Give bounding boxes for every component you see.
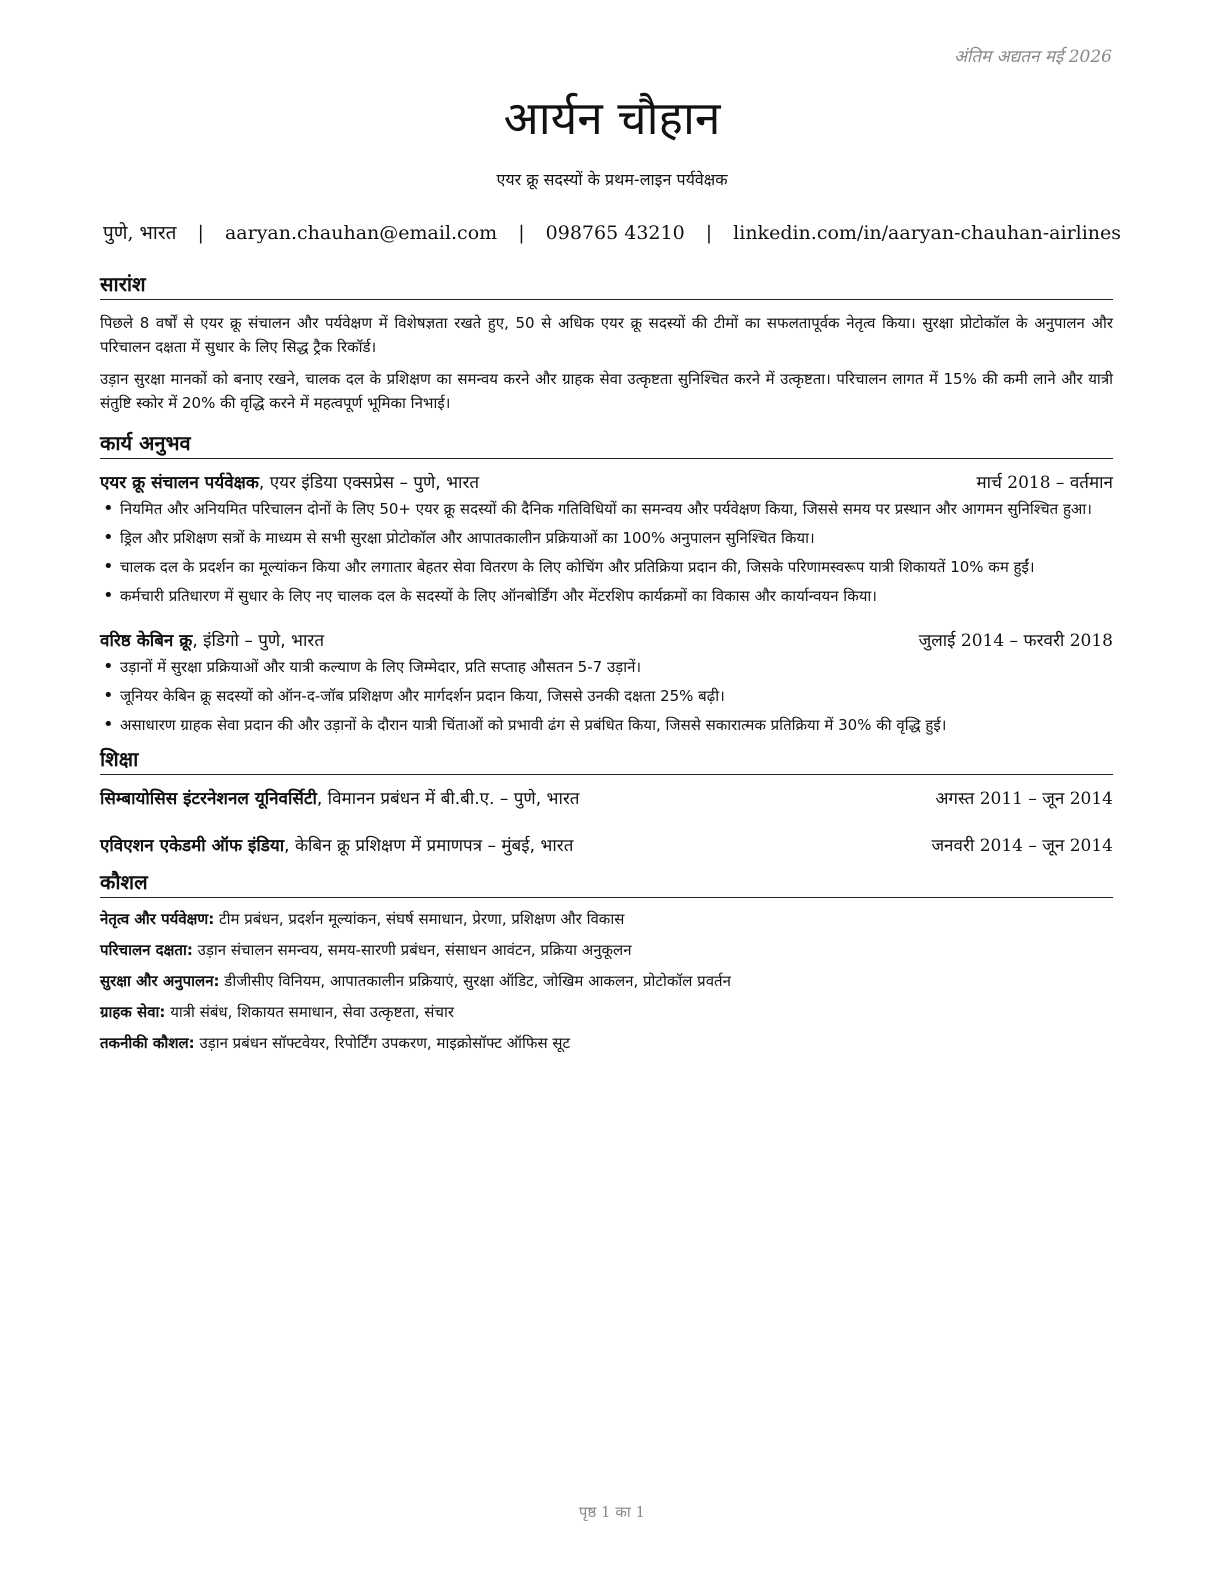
- contact-line: [0, 219, 1224, 245]
- contact-separator: |: [705, 222, 713, 244]
- job-bullet: • जूनियर केबिन क्रू सदस्यों को ऑन-द-जॉब प्रशिक्षण और मार्गदर्शन प्रदान किया, जिससे उनकी दक्षता 25% बढ़ी।: [120, 684, 1113, 708]
- summary-paragraph: उड़ान सुरक्षा मानकों को बनाए रखने, चालक दल के प्रशिक्षण का समन्वय करने और ग्राहक सेवा उत्कृष्टता सुनिश्चित करने में उत्कृष्टता। परिचालन लागत में 15% की कमी लाने और यात्री संतुष्टि स्कोर में 20% की वृद्धि करने में महत्वपूर्ण भूमिका निभाई।: [100, 370, 1113, 412]
- contact-email[interactable]: aaryan.chauhan@email.com: [224, 222, 498, 244]
- job-bullets: [100, 655, 1113, 737]
- skill-row: [100, 940, 1113, 960]
- job-bullet: • ड्रिल और प्रशिक्षण सत्रों के माध्यम से सभी सुरक्षा प्रोटोकॉल और आपातकालीन प्रक्रियाओं का 100% अनुपालन सुनिश्चित किया।: [120, 526, 1113, 550]
- skill-row: [100, 971, 1113, 991]
- summary-heading: सारांश: [100, 270, 1113, 300]
- skill-label: तकनीकी कौशल:: [100, 1034, 195, 1052]
- skill-row: [100, 1033, 1113, 1053]
- resume-body: [100, 270, 1113, 1064]
- contact-separator: |: [197, 222, 204, 244]
- job-org: , एयर इंडिया एक्सप्रेस – पुणे, भारत: [258, 473, 480, 493]
- job-org: , इंडिगो – पुणे, भारत: [192, 631, 325, 651]
- skill-row: [100, 909, 1113, 929]
- contact-separator: |: [518, 222, 525, 244]
- skill-row: [100, 1002, 1113, 1022]
- job-title-line: [100, 628, 324, 651]
- job-entry: [100, 628, 1113, 737]
- education-dates: अगस्त 2011 – जून 2014: [935, 789, 1113, 809]
- skill-label: ग्राहक सेवा:: [100, 1003, 166, 1021]
- job-dates: मार्च 2018 – वर्तमान: [976, 473, 1113, 493]
- education-dates: जनवरी 2014 – जून 2014: [931, 836, 1113, 856]
- last-updated: अंतिम अद्यतन मई 2026: [953, 47, 1112, 67]
- page-number: पृष्ठ 1 का 1: [578, 1503, 646, 1521]
- job-bullet: • नियमित और अनियमित परिचालन दोनों के लिए 50+ एयर क्रू सदस्यों की दैनिक गतिविधियों का समन्वय और पर्यवेक्षण किया, जिससे समय पर प्रस्थान और आगमन सुनिश्चित हुआ।: [120, 497, 1113, 521]
- education-detail: , केबिन क्रू प्रशिक्षण में प्रमाणपत्र – मुंबई, भारत: [284, 836, 574, 856]
- job-bullet: • चालक दल के प्रदर्शन का मूल्यांकन किया और लगातार बेहतर सेवा वितरण के लिए कोचिंग और प्रतिक्रिया प्रदान की, जिसके परिणामस्वरूप यात्री शिकायतें 10% कम हुईं।: [120, 555, 1113, 579]
- skills-heading: कौशल: [100, 868, 1113, 898]
- tagline: एयर क्रू सदस्यों के प्रथम-लाइन पर्यवेक्षक: [496, 170, 728, 189]
- contact-linkedin[interactable]: linkedin.com/in/aaryan-chauhan-airlines: [733, 222, 1122, 244]
- skill-value: उड़ान संचालन समन्वय, समय-सारणी प्रबंधन, संसाधन आवंटन, प्रक्रिया अनुकूलन: [192, 941, 632, 959]
- education-school: एविएशन एकेडमी ऑफ इंडिया: [100, 836, 285, 856]
- job-bullets: [100, 497, 1113, 608]
- job-role: एयर क्रू संचालन पर्यवेक्षक: [100, 473, 259, 493]
- skill-label: सुरक्षा और अनुपालन:: [100, 972, 220, 990]
- education-line: [100, 833, 573, 856]
- education-entry: [100, 833, 1113, 856]
- skill-value: उड़ान प्रबंधन सॉफ्टवेयर, रिपोर्टिंग उपकरण, माइक्रोसॉफ्ट ऑफिस सूट: [194, 1034, 571, 1052]
- contact-location: पुणे, भारत: [102, 222, 177, 244]
- job-title-line: [100, 470, 479, 493]
- skills-list: [100, 909, 1113, 1053]
- candidate-name: आर्यन चौहान: [503, 91, 721, 145]
- job-header: [100, 628, 1113, 651]
- skill-label: परिचालन दक्षता:: [100, 941, 193, 959]
- education-detail: , विमानन प्रबंधन में बी.बी.ए. – पुणे, भारत: [316, 789, 580, 809]
- experience-heading: कार्य अनुभव: [100, 429, 1113, 459]
- job-header: [100, 470, 1113, 493]
- job-role: वरिष्ठ केबिन क्रू: [100, 631, 193, 651]
- skill-value: डीजीसीए विनियम, आपातकालीन प्रक्रियाएं, सुरक्षा ऑडिट, जोखिम आकलन, प्रोटोकॉल प्रवर्तन: [219, 972, 731, 990]
- education-line: [100, 786, 580, 809]
- skill-value: टीम प्रबंधन, प्रदर्शन मूल्यांकन, संघर्ष समाधान, प्रेरणा, प्रशिक्षण और विकास: [214, 910, 625, 928]
- job-bullet: • उड़ानों में सुरक्षा प्रक्रियाओं और यात्री कल्याण के लिए जिम्मेदार, प्रति सप्ताह औसतन 5-7 उड़ानें।: [120, 655, 1113, 679]
- job-entry: [100, 470, 1113, 608]
- education-school: सिम्बायोसिस इंटरनेशनल यूनिवर्सिटी: [100, 789, 317, 809]
- job-dates: जुलाई 2014 – फरवरी 2018: [918, 631, 1113, 651]
- skill-label: नेतृत्व और पर्यवेक्षण:: [100, 910, 215, 928]
- skill-value: यात्री संबंध, शिकायत समाधान, सेवा उत्कृष्टता, संचार: [165, 1003, 454, 1021]
- education-entry: [100, 786, 1113, 809]
- job-bullet: • असाधारण ग्राहक सेवा प्रदान की और उड़ानों के दौरान यात्री चिंताओं को प्रभावी ढंग से प्रबंधित किया, जिससे सकारात्मक प्रतिक्रिया में 30% की वृद्धि हुई।: [120, 713, 1113, 737]
- job-bullet: • कर्मचारी प्रतिधारण में सुधार के लिए नए चालक दल के सदस्यों के लिए ऑनबोर्डिंग और मेंटरशिप कार्यक्रमों का विकास और कार्यान्वयन किया।: [120, 584, 1113, 608]
- contact-phone: 098765 43210: [545, 222, 685, 244]
- summary-paragraph: पिछले 8 वर्षों से एयर क्रू संचालन और पर्यवेक्षण में विशेषज्ञता रखते हुए, 50 से अधिक एयर क्रू सदस्यों की टीमों का सफलतापूर्वक नेतृत्व किया। सुरक्षा प्रोटोकॉल के अनुपालन और परिचालन दक्षता में सुधार के लिए सिद्ध ट्रैक रिकॉर्ड।: [100, 314, 1113, 356]
- education-heading: शिक्षा: [100, 745, 1113, 775]
